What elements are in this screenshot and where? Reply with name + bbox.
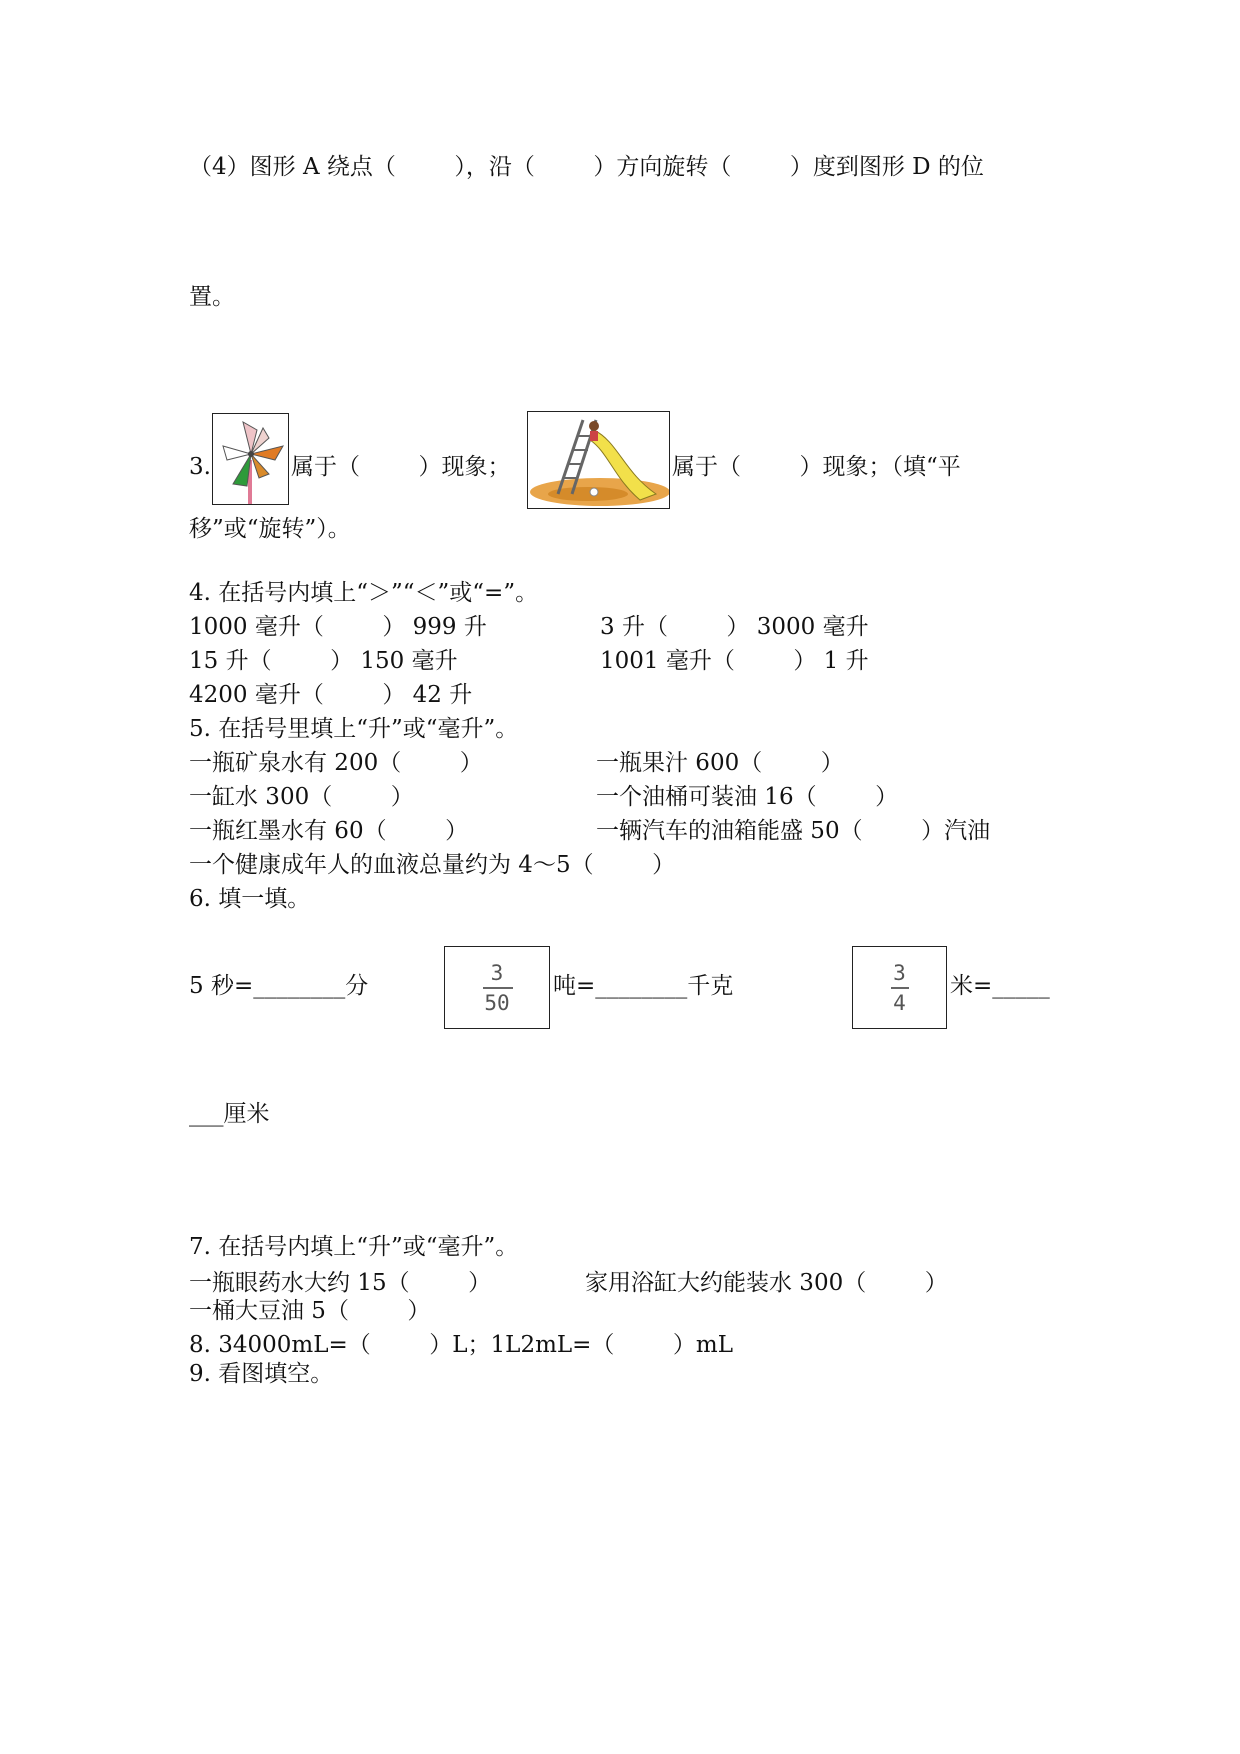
q3-number: 3. — [189, 454, 211, 480]
q4-row2-right: 1001 毫升（ ） 1 升 — [600, 648, 869, 674]
q6-item1: 5 秒=________分 — [189, 973, 369, 999]
q5-title: 5. 在括号里填上“升”或“毫升”。 — [189, 716, 519, 742]
q5-row1-left: 一瓶矿泉水有 200（ ） — [189, 750, 483, 776]
q3-text-2: 属于（ ）现象；（填“平 — [672, 454, 961, 480]
fraction-2-bar — [891, 987, 909, 989]
fraction-box-2 — [852, 946, 947, 1029]
q4-row1-right: 3 升（ ） 3000 毫升 — [600, 614, 869, 640]
q6-title: 6. 填一填。 — [189, 886, 311, 912]
fraction-1-bar — [483, 987, 513, 989]
fraction-1-denominator: 50 — [484, 991, 510, 1015]
q4-row3-left: 4200 毫升（ ） 42 升 — [189, 682, 473, 708]
q8-text: 8. 34000mL=（ ）L；1L2mL=（ ）mL — [189, 1332, 734, 1358]
q3-text-1: 属于（ ）现象； — [291, 454, 511, 480]
fraction-box-1 — [444, 946, 550, 1029]
q4-row1-left: 1000 毫升（ ） 999 升 — [189, 614, 487, 640]
pinwheel-icon — [212, 413, 289, 505]
fraction-2-denominator: 4 — [893, 991, 906, 1015]
q5-row1-right: 一瓶果汁 600（ ） — [596, 750, 844, 776]
q9-text: 9. 看图填空。 — [189, 1361, 334, 1387]
q6-line2: ___厘米 — [189, 1101, 270, 1127]
q7-row1-left: 一瓶眼药水大约 15（ ） — [189, 1270, 492, 1296]
q5-last: 一个健康成年人的血液总量约为 4～5（ ） — [189, 852, 676, 878]
fraction-1-numerator: 3 — [490, 961, 504, 985]
q5-row2-right: 一个油桶可装油 16（ ） — [596, 784, 899, 810]
q5-row3-right: 一辆汽车的油箱能盛 50（ ）汽油 — [596, 818, 991, 844]
q2-part4-line1: （4）图形 A 绕点（ ），沿（ ）方向旋转（ ）度到图形 D 的位 — [189, 154, 984, 180]
q6-item3: 米=_____ — [950, 973, 1050, 999]
playground-slide-icon — [527, 411, 670, 509]
q2-part4-line2: 置。 — [189, 284, 235, 310]
q7-title: 7. 在括号内填上“升”或“毫升”。 — [189, 1234, 519, 1260]
q5-row2-left: 一缸水 300（ ） — [189, 784, 414, 810]
q3-line2: 移”或“旋转”）。 — [189, 516, 351, 542]
q4-row2-left: 15 升（ ） 150 毫升 — [189, 648, 458, 674]
q7-row1-right: 家用浴缸大约能装水 300（ ） — [585, 1270, 948, 1296]
q5-row3-left: 一瓶红墨水有 60（ ） — [189, 818, 469, 844]
q4-title: 4. 在括号内填上“＞”“＜”或“=”。 — [189, 580, 539, 606]
fraction-2-numerator: 3 — [893, 961, 906, 985]
q6-item2: 吨=________千克 — [553, 973, 734, 999]
q7-row2: 一桶大豆油 5（ ） — [189, 1298, 431, 1324]
